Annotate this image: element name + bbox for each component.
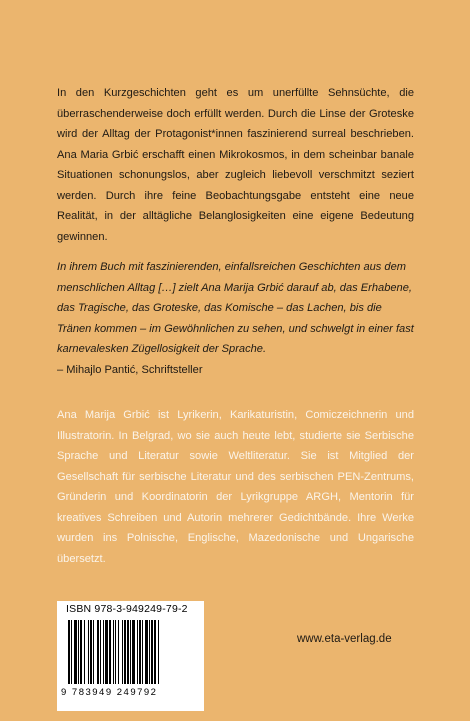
barcode-bar (71, 620, 72, 684)
publisher-website[interactable]: www.eta-verlag.de (297, 633, 392, 645)
barcode-bar (142, 620, 143, 684)
barcode-bar (124, 620, 126, 684)
quote-text: In ihrem Buch mit faszinierenden, einfallsreichen Geschichten aus dem menschlichen Alltag […] zielt Ana Marija Grbić darauf ab, das Erhabene, das Tragische, das Groteske, das Komische – das Lachen, bis die Tränen kommen – im Gewöhnlichen zu sehen, und schwelgt in einer fast karnevalesken Zügellosigkeit der Sprache. (57, 261, 414, 355)
barcode-bar (115, 620, 116, 684)
isbn-barcode-box (57, 601, 204, 711)
barcode-bar (118, 620, 119, 684)
barcode-bar (149, 620, 150, 684)
barcode-bar (93, 620, 94, 684)
blurb-section (57, 83, 414, 247)
barcode-bar (68, 620, 70, 684)
blurb-paragraph: In den Kurzgeschichten geht es um unerfüllte Sehnsüchte, die überraschenderweise doch erfüllt werden. Durch die Linse der Groteske wird der Alltag der Protagonist*innen faszinierend surreal beschrieben. Ana Maria Grbić erschafft einen Mikrokosmos, in dem scheinbar banale Situationen schonungslos, aber zugleich liebevoll verschmitzt seziert werden. Durch ihre feine Beobachtungsgabe entsteht eine neue Realität, in der alltägliche Belanglosigkeiten eine eigene Bedeutung gewinnen. (57, 87, 414, 243)
barcode-bar (113, 620, 114, 684)
isbn-label: ISBN 978-3-949249-79-2 (66, 603, 188, 615)
barcode-bar (88, 620, 89, 684)
barcode-bar (130, 620, 131, 684)
barcode-bar (151, 620, 153, 684)
barcode-bar (109, 620, 111, 684)
barcode-bar (90, 620, 92, 684)
author-bio-paragraph: Ana Marija Grbić ist Lyrikerin, Karikaturistin, Comiczeichnerin und Illustratorin. In Belgrad, wo sie auch heute lebt, studierte sie Serbische Sprache und Literatur sowie Weltliteratur. Sie ist Mitglied der Gesellschaft für serbische Literatur und des serbischen PEN-Zentrums, Gründerin und Koordinatorin der Lyrikgruppe ARGH, Mentorin für kreatives Schreiben und Autorin mehrerer Gedichtbände. Ihre Werke wurden ins Polnische, Englische, Mazedonische und Ungarische übersetzt. (57, 409, 414, 565)
barcode-bar (74, 620, 77, 684)
barcode-bar (84, 620, 85, 684)
barcode-bar (80, 620, 82, 684)
barcode-bar (97, 620, 99, 684)
barcode-bar (78, 620, 79, 684)
barcode-digits: 9 783949 249792 (61, 687, 158, 698)
barcode-bar (105, 620, 108, 684)
barcode-bar (158, 620, 159, 684)
quote-attribution: – Mihajlo Pantić, Schriftsteller (57, 363, 203, 376)
quote-section (57, 257, 414, 380)
barcode-bar (139, 620, 141, 684)
barcode-bar (132, 620, 135, 684)
barcode-bar (137, 620, 138, 684)
author-bio-section (57, 405, 414, 569)
barcode-bar (127, 620, 129, 684)
barcode-bar (154, 620, 156, 684)
barcode-bar (103, 620, 104, 684)
barcode-icon (65, 620, 196, 686)
barcode-bar (145, 620, 148, 684)
barcode-bar (122, 620, 123, 684)
barcode-bar (100, 620, 101, 684)
